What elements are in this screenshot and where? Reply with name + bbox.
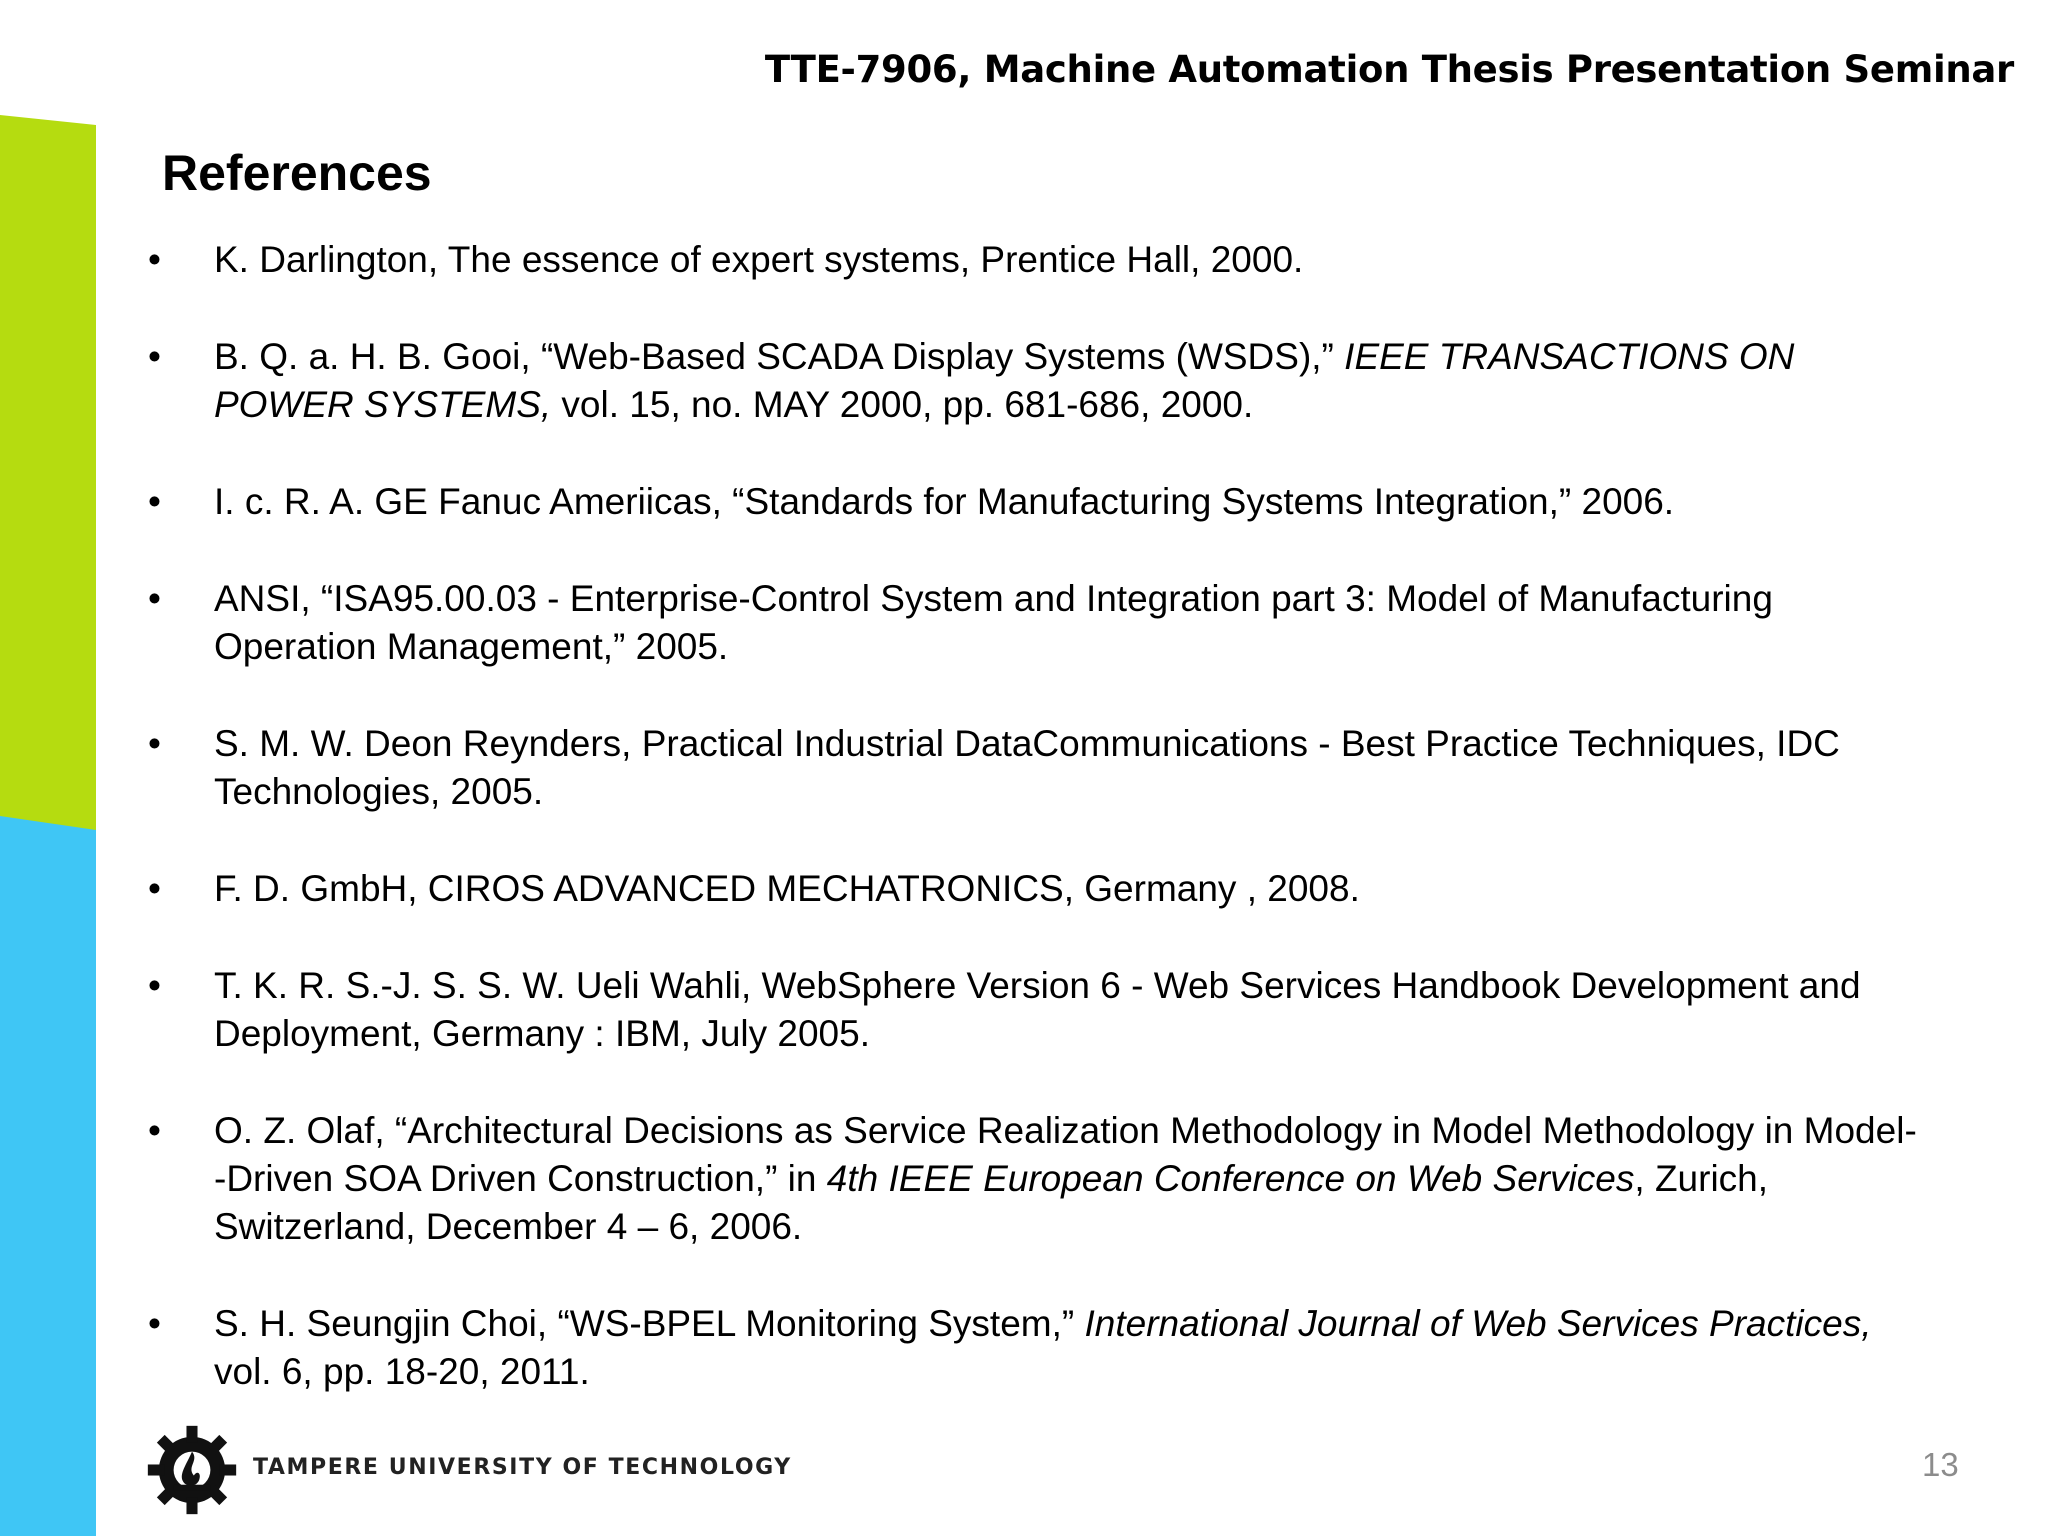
reference-italic-text: 4th IEEE European Conference on Web Services [826, 1158, 1635, 1199]
green-side-bar [0, 115, 96, 831]
reference-text: K. Darlington, The essence of expert systems, Prentice Hall, 2000. [214, 239, 1304, 280]
page-title: References [162, 145, 432, 201]
reference-item [148, 1300, 1928, 1396]
reference-text: ANSI, “ISA95.00.03 - Enterprise-Control System and Integration part 3: Model of Manufacturing Operation Management,” 2005. [214, 578, 1773, 667]
reference-item [148, 575, 1928, 671]
reference-item [148, 865, 1928, 913]
bullet: • [148, 481, 161, 522]
reference-text: vol. 6, pp. 18-20, 2011. [214, 1351, 590, 1392]
reference-text: S. M. W. Deon Reynders, Practical Industrial DataCommunications - Best Practice Techniques, IDC Technologies, 2005. [214, 723, 1840, 812]
blue-side-bar [0, 816, 96, 1536]
reference-text: O. Z. Olaf, “Architectural Decisions as Service Realization Methodology in Model Methodology in Model--Driven SOA Driven Construction,” in [214, 1110, 1917, 1199]
reference-text: , Zurich, Switzerland, December 4 – 6, 2006. [214, 1158, 1769, 1247]
reference-text: F. D. GmbH, CIROS ADVANCED MECHATRONICS, Germany , 2008. [214, 868, 1360, 909]
bullet: • [148, 965, 161, 1006]
reference-text: T. K. R. S.-J. S. S. W. Ueli Wahli, WebSphere Version 6 - Web Services Handbook Development and Deployment, Germany : IBM, July 2005. [214, 965, 1861, 1054]
reference-item [148, 720, 1928, 816]
references-list [148, 236, 1928, 1396]
reference-text: S. H. Seungjin Choi, “WS-BPEL Monitoring System,” [214, 1303, 1085, 1344]
reference-item [148, 962, 1928, 1058]
bullet: • [148, 239, 161, 280]
reference-text: vol. 15, no. MAY 2000, pp. 681-686, 2000. [551, 384, 1254, 425]
reference-text: I. c. R. A. GE Fanuc Ameriicas, “Standards for Manufacturing Systems Integration,” 2006. [214, 481, 1675, 522]
reference-italic-text: IEEE TRANSACTIONS ON POWER SYSTEMS, [214, 336, 1795, 425]
reference-item [148, 1107, 1928, 1251]
bullet: • [148, 578, 161, 619]
course-header: TTE-7906, Machine Automation Thesis Presentation Seminar [764, 48, 2014, 91]
bullet: • [148, 1303, 161, 1344]
bullet: • [148, 868, 161, 909]
page-number: 13 [1922, 1446, 1959, 1483]
reference-item [148, 333, 1928, 429]
reference-item [148, 236, 1928, 284]
reference-italic-text: International Journal of Web Services Practices, [1084, 1303, 1872, 1344]
bullet: • [148, 1110, 161, 1151]
bullet: • [148, 336, 161, 377]
university-name: TAMPERE UNIVERSITY OF TECHNOLOGY [253, 1455, 792, 1480]
reference-item [148, 478, 1928, 526]
university-logo-icon [146, 1424, 238, 1516]
bullet: • [148, 723, 161, 764]
reference-text: B. Q. a. H. B. Gooi, “Web-Based SCADA Display Systems (WSDS),” [214, 336, 1345, 377]
